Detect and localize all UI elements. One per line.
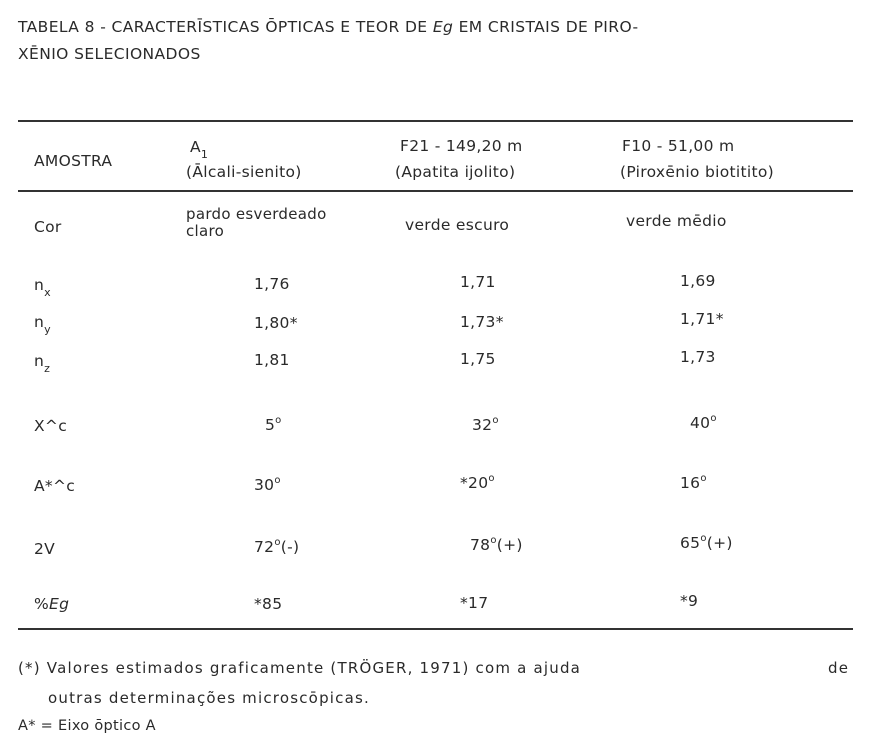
row-cor-col1-line2: claro <box>186 222 225 240</box>
row-xc-col3: 40$^o$ <box>690 413 717 432</box>
row-nz-col3: 1,73 <box>680 348 716 366</box>
row-nx-col3: 1,69 <box>680 272 716 290</box>
note-estimated-line2: outras determinações microscōpicas. <box>48 689 370 707</box>
table-title: TABELA 8 - CARACTERĪSTICAS ŌPTICAS E TEOR DE Eg EM CRISTAIS DE PIRO- XĒNIO SELECIONADOS <box>18 18 639 63</box>
row-ac-col3: 16$^o$ <box>680 473 707 492</box>
row-cor-col2: verde escuro <box>405 216 510 234</box>
row-nx-label: $n_x$ <box>34 276 51 299</box>
header-col1-sample: $A_1$ <box>190 138 209 161</box>
row-eg-col2: *17 <box>460 594 489 612</box>
title-eg: Eg <box>432 18 454 36</box>
row-nz-col2: 1,75 <box>460 350 496 368</box>
row-nz-label: $n_z$ <box>34 352 51 375</box>
note-optic-axis: A* = Eixo ōptico A <box>18 718 156 734</box>
row-xc-col1: 5$^o$ <box>265 415 282 434</box>
header-col3-rock: (Piroxēnio biotitito) <box>620 163 774 181</box>
header-col1-rock: (Ālcali-sienito) <box>186 163 302 181</box>
row-eg-col3: *9 <box>680 592 699 610</box>
row-2v-col3: $65^o(+)$ <box>680 533 733 552</box>
row-ny-col3: 1,71* <box>680 310 724 328</box>
row-nx-col1: 1,76 <box>254 275 290 293</box>
row-cor-col1-line1: pardo esverdeado <box>186 205 327 223</box>
header-col2-rock: (Apatita ijolito) <box>395 163 516 181</box>
header-col3-sample: F10 - 51,00 m <box>622 137 735 155</box>
row-ny-label: $n_y$ <box>34 313 51 336</box>
row-cor-label: Cor <box>34 218 62 236</box>
row-cor-col3: verde mēdio <box>626 212 727 230</box>
note-estimated-line1: (*) Valores estimados graficamente (TRÖGER, 1971) com a ajuda <box>18 659 582 677</box>
row-2v-col2: $78^o(+)$ <box>470 535 523 554</box>
row-2v-label: 2V <box>34 540 56 558</box>
row-xc-col2: 32$^o$ <box>472 415 499 434</box>
row-ac-col1: 30$^o$ <box>254 475 281 494</box>
header-amostra: AMOSTRA <box>34 152 113 170</box>
header-rule <box>18 190 853 192</box>
row-nx-col2: 1,71 <box>460 273 496 291</box>
row-xc-label: X^c <box>34 417 68 435</box>
row-ac-col2: *20$^o$ <box>460 473 495 492</box>
row-2v-col1: 72$^o$(-) <box>254 537 300 556</box>
row-nz-col1: 1,81 <box>254 351 290 369</box>
row-ac-label: A*^c <box>34 477 76 495</box>
row-ny-col2: 1,73* <box>460 313 504 331</box>
row-ny-col1: 1,80* <box>254 314 298 332</box>
row-eg-label: %Eg <box>34 595 70 613</box>
table-top-rule <box>18 120 853 122</box>
row-eg-col1: *85 <box>254 595 283 613</box>
note-estimated-de: de <box>828 659 850 677</box>
table-bottom-rule <box>18 628 853 630</box>
header-col2-sample: F21 - 149,20 m <box>400 137 523 155</box>
